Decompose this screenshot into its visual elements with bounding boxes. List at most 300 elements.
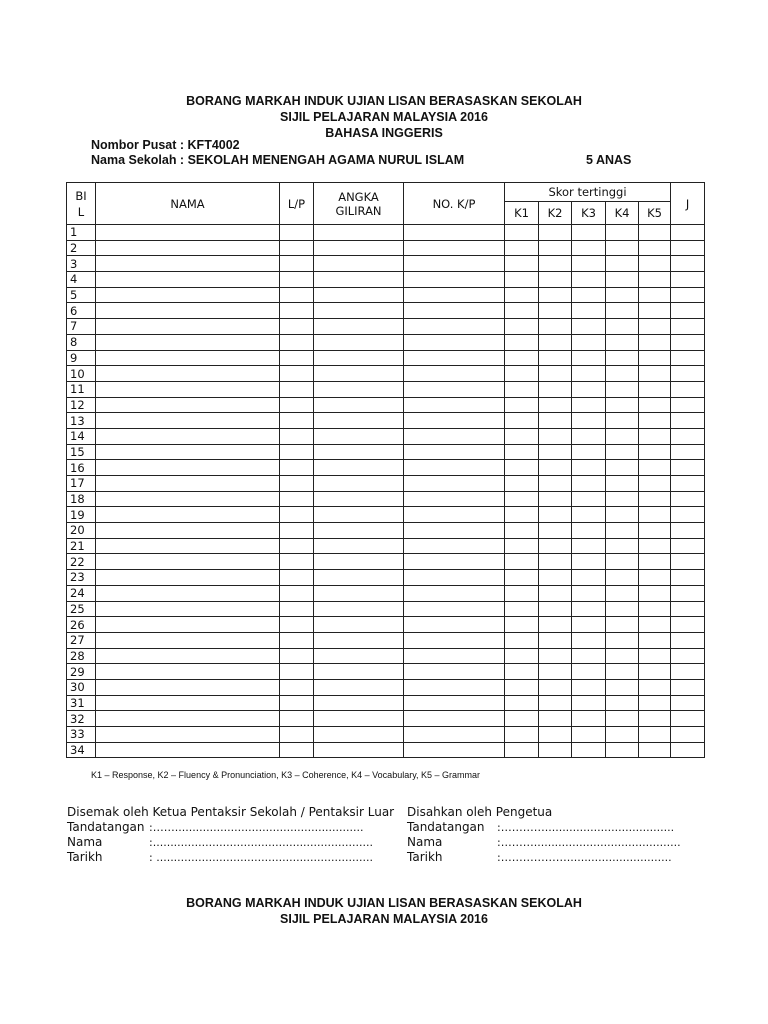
k4-cell[interactable] <box>606 570 639 586</box>
angka-giliran-cell[interactable] <box>314 428 404 444</box>
k2-cell[interactable] <box>539 664 572 680</box>
angka-giliran-cell[interactable] <box>314 334 404 350</box>
k5-cell[interactable] <box>639 664 671 680</box>
k2-cell[interactable] <box>539 570 572 586</box>
angka-giliran-cell[interactable] <box>314 225 404 241</box>
k4-cell[interactable] <box>606 664 639 680</box>
k5-cell[interactable] <box>639 272 671 288</box>
nama-cell[interactable] <box>96 491 280 507</box>
lp-cell[interactable] <box>280 303 314 319</box>
j-cell[interactable] <box>671 554 705 570</box>
nama-cell[interactable] <box>96 742 280 758</box>
nama-cell[interactable] <box>96 507 280 523</box>
nama-cell[interactable] <box>96 225 280 241</box>
k1-cell[interactable] <box>505 413 539 429</box>
k3-cell[interactable] <box>572 428 606 444</box>
nokp-cell[interactable] <box>404 664 505 680</box>
nokp-cell[interactable] <box>404 350 505 366</box>
nokp-cell[interactable] <box>404 507 505 523</box>
nokp-cell[interactable] <box>404 679 505 695</box>
k5-cell[interactable] <box>639 632 671 648</box>
lp-cell[interactable] <box>280 476 314 492</box>
k2-cell[interactable] <box>539 303 572 319</box>
k2-cell[interactable] <box>539 585 572 601</box>
k1-cell[interactable] <box>505 585 539 601</box>
lp-cell[interactable] <box>280 225 314 241</box>
angka-giliran-cell[interactable] <box>314 601 404 617</box>
k4-cell[interactable] <box>606 413 639 429</box>
k5-cell[interactable] <box>639 303 671 319</box>
k2-cell[interactable] <box>539 287 572 303</box>
k1-cell[interactable] <box>505 397 539 413</box>
angka-giliran-cell[interactable] <box>314 538 404 554</box>
k1-cell[interactable] <box>505 287 539 303</box>
pentaksir-tarikh-field[interactable]: : .............................................................. <box>149 851 373 864</box>
angka-giliran-cell[interactable] <box>314 664 404 680</box>
k4-cell[interactable] <box>606 742 639 758</box>
lp-cell[interactable] <box>280 460 314 476</box>
nokp-cell[interactable] <box>404 476 505 492</box>
k1-cell[interactable] <box>505 538 539 554</box>
k2-cell[interactable] <box>539 538 572 554</box>
k1-cell[interactable] <box>505 570 539 586</box>
nokp-cell[interactable] <box>404 428 505 444</box>
k4-cell[interactable] <box>606 460 639 476</box>
k4-cell[interactable] <box>606 507 639 523</box>
nokp-cell[interactable] <box>404 444 505 460</box>
k5-cell[interactable] <box>639 507 671 523</box>
nama-cell[interactable] <box>96 460 280 476</box>
nama-cell[interactable] <box>96 679 280 695</box>
k1-cell[interactable] <box>505 711 539 727</box>
lp-cell[interactable] <box>280 648 314 664</box>
k1-cell[interactable] <box>505 444 539 460</box>
k3-cell[interactable] <box>572 538 606 554</box>
lp-cell[interactable] <box>280 632 314 648</box>
lp-cell[interactable] <box>280 491 314 507</box>
k1-cell[interactable] <box>505 554 539 570</box>
k5-cell[interactable] <box>639 742 671 758</box>
k3-cell[interactable] <box>572 350 606 366</box>
k4-cell[interactable] <box>606 632 639 648</box>
k3-cell[interactable] <box>572 460 606 476</box>
j-cell[interactable] <box>671 397 705 413</box>
nokp-cell[interactable] <box>404 240 505 256</box>
k2-cell[interactable] <box>539 491 572 507</box>
angka-giliran-cell[interactable] <box>314 585 404 601</box>
k1-cell[interactable] <box>505 664 539 680</box>
nokp-cell[interactable] <box>404 648 505 664</box>
nokp-cell[interactable] <box>404 381 505 397</box>
lp-cell[interactable] <box>280 617 314 633</box>
angka-giliran-cell[interactable] <box>314 381 404 397</box>
nama-cell[interactable] <box>96 664 280 680</box>
k5-cell[interactable] <box>639 256 671 272</box>
k5-cell[interactable] <box>639 476 671 492</box>
j-cell[interactable] <box>671 334 705 350</box>
k2-cell[interactable] <box>539 397 572 413</box>
angka-giliran-cell[interactable] <box>314 256 404 272</box>
angka-giliran-cell[interactable] <box>314 491 404 507</box>
k3-cell[interactable] <box>572 366 606 382</box>
lp-cell[interactable] <box>280 381 314 397</box>
k4-cell[interactable] <box>606 350 639 366</box>
nokp-cell[interactable] <box>404 538 505 554</box>
nama-cell[interactable] <box>96 617 280 633</box>
k5-cell[interactable] <box>639 491 671 507</box>
k5-cell[interactable] <box>639 727 671 743</box>
k5-cell[interactable] <box>639 695 671 711</box>
k3-cell[interactable] <box>572 727 606 743</box>
j-cell[interactable] <box>671 476 705 492</box>
lp-cell[interactable] <box>280 585 314 601</box>
nokp-cell[interactable] <box>404 319 505 335</box>
k1-cell[interactable] <box>505 491 539 507</box>
angka-giliran-cell[interactable] <box>314 287 404 303</box>
nokp-cell[interactable] <box>404 334 505 350</box>
j-cell[interactable] <box>671 585 705 601</box>
k3-cell[interactable] <box>572 664 606 680</box>
lp-cell[interactable] <box>280 742 314 758</box>
k3-cell[interactable] <box>572 491 606 507</box>
k2-cell[interactable] <box>539 648 572 664</box>
k3-cell[interactable] <box>572 397 606 413</box>
nama-cell[interactable] <box>96 366 280 382</box>
k1-cell[interactable] <box>505 679 539 695</box>
k2-cell[interactable] <box>539 319 572 335</box>
k5-cell[interactable] <box>639 397 671 413</box>
lp-cell[interactable] <box>280 679 314 695</box>
lp-cell[interactable] <box>280 240 314 256</box>
k4-cell[interactable] <box>606 601 639 617</box>
k4-cell[interactable] <box>606 554 639 570</box>
k4-cell[interactable] <box>606 428 639 444</box>
nama-cell[interactable] <box>96 476 280 492</box>
k4-cell[interactable] <box>606 381 639 397</box>
lp-cell[interactable] <box>280 319 314 335</box>
k1-cell[interactable] <box>505 256 539 272</box>
k4-cell[interactable] <box>606 648 639 664</box>
angka-giliran-cell[interactable] <box>314 460 404 476</box>
k4-cell[interactable] <box>606 444 639 460</box>
k4-cell[interactable] <box>606 695 639 711</box>
k5-cell[interactable] <box>639 648 671 664</box>
lp-cell[interactable] <box>280 287 314 303</box>
k5-cell[interactable] <box>639 381 671 397</box>
nama-cell[interactable] <box>96 240 280 256</box>
k5-cell[interactable] <box>639 601 671 617</box>
lp-cell[interactable] <box>280 727 314 743</box>
nama-cell[interactable] <box>96 272 280 288</box>
k1-cell[interactable] <box>505 507 539 523</box>
k4-cell[interactable] <box>606 287 639 303</box>
k3-cell[interactable] <box>572 272 606 288</box>
nama-cell[interactable] <box>96 711 280 727</box>
pengetua-tarikh-field[interactable]: :……………….............................. <box>497 851 672 864</box>
k2-cell[interactable] <box>539 413 572 429</box>
j-cell[interactable] <box>671 460 705 476</box>
angka-giliran-cell[interactable] <box>314 523 404 539</box>
j-cell[interactable] <box>671 632 705 648</box>
nama-cell[interactable] <box>96 523 280 539</box>
k4-cell[interactable] <box>606 679 639 695</box>
k3-cell[interactable] <box>572 413 606 429</box>
k2-cell[interactable] <box>539 742 572 758</box>
k5-cell[interactable] <box>639 585 671 601</box>
k5-cell[interactable] <box>639 538 671 554</box>
k2-cell[interactable] <box>539 428 572 444</box>
k5-cell[interactable] <box>639 350 671 366</box>
k5-cell[interactable] <box>639 366 671 382</box>
lp-cell[interactable] <box>280 711 314 727</box>
nokp-cell[interactable] <box>404 256 505 272</box>
k1-cell[interactable] <box>505 272 539 288</box>
pentaksir-tandatangan-field[interactable]: :……...................................................... <box>149 821 364 834</box>
k5-cell[interactable] <box>639 240 671 256</box>
j-cell[interactable] <box>671 350 705 366</box>
nokp-cell[interactable] <box>404 413 505 429</box>
k2-cell[interactable] <box>539 476 572 492</box>
angka-giliran-cell[interactable] <box>314 366 404 382</box>
nama-cell[interactable] <box>96 727 280 743</box>
k3-cell[interactable] <box>572 444 606 460</box>
k5-cell[interactable] <box>639 319 671 335</box>
k2-cell[interactable] <box>539 601 572 617</box>
k3-cell[interactable] <box>572 570 606 586</box>
k2-cell[interactable] <box>539 240 572 256</box>
j-cell[interactable] <box>671 601 705 617</box>
k1-cell[interactable] <box>505 240 539 256</box>
nama-cell[interactable] <box>96 256 280 272</box>
k4-cell[interactable] <box>606 272 639 288</box>
k3-cell[interactable] <box>572 617 606 633</box>
nama-cell[interactable] <box>96 570 280 586</box>
k3-cell[interactable] <box>572 711 606 727</box>
j-cell[interactable] <box>671 742 705 758</box>
k3-cell[interactable] <box>572 585 606 601</box>
lp-cell[interactable] <box>280 350 314 366</box>
nokp-cell[interactable] <box>404 632 505 648</box>
nokp-cell[interactable] <box>404 570 505 586</box>
k1-cell[interactable] <box>505 428 539 444</box>
nokp-cell[interactable] <box>404 585 505 601</box>
lp-cell[interactable] <box>280 664 314 680</box>
k1-cell[interactable] <box>505 319 539 335</box>
k1-cell[interactable] <box>505 476 539 492</box>
k1-cell[interactable] <box>505 523 539 539</box>
k2-cell[interactable] <box>539 444 572 460</box>
j-cell[interactable] <box>671 523 705 539</box>
lp-cell[interactable] <box>280 444 314 460</box>
lp-cell[interactable] <box>280 695 314 711</box>
k3-cell[interactable] <box>572 679 606 695</box>
j-cell[interactable] <box>671 444 705 460</box>
lp-cell[interactable] <box>280 397 314 413</box>
k4-cell[interactable] <box>606 397 639 413</box>
k1-cell[interactable] <box>505 695 539 711</box>
nama-cell[interactable] <box>96 413 280 429</box>
k4-cell[interactable] <box>606 617 639 633</box>
lp-cell[interactable] <box>280 413 314 429</box>
k3-cell[interactable] <box>572 476 606 492</box>
angka-giliran-cell[interactable] <box>314 397 404 413</box>
j-cell[interactable] <box>671 256 705 272</box>
k1-cell[interactable] <box>505 460 539 476</box>
nama-cell[interactable] <box>96 632 280 648</box>
nokp-cell[interactable] <box>404 366 505 382</box>
angka-giliran-cell[interactable] <box>314 240 404 256</box>
k3-cell[interactable] <box>572 523 606 539</box>
angka-giliran-cell[interactable] <box>314 648 404 664</box>
k4-cell[interactable] <box>606 256 639 272</box>
k2-cell[interactable] <box>539 617 572 633</box>
nama-cell[interactable] <box>96 287 280 303</box>
nama-cell[interactable] <box>96 648 280 664</box>
j-cell[interactable] <box>671 225 705 241</box>
angka-giliran-cell[interactable] <box>314 711 404 727</box>
angka-giliran-cell[interactable] <box>314 617 404 633</box>
k1-cell[interactable] <box>505 381 539 397</box>
nama-cell[interactable] <box>96 350 280 366</box>
k3-cell[interactable] <box>572 601 606 617</box>
nama-cell[interactable] <box>96 538 280 554</box>
k2-cell[interactable] <box>539 366 572 382</box>
angka-giliran-cell[interactable] <box>314 679 404 695</box>
lp-cell[interactable] <box>280 507 314 523</box>
k1-cell[interactable] <box>505 225 539 241</box>
k4-cell[interactable] <box>606 476 639 492</box>
k2-cell[interactable] <box>539 460 572 476</box>
k3-cell[interactable] <box>572 225 606 241</box>
k2-cell[interactable] <box>539 256 572 272</box>
k2-cell[interactable] <box>539 350 572 366</box>
lp-cell[interactable] <box>280 523 314 539</box>
k2-cell[interactable] <box>539 334 572 350</box>
k2-cell[interactable] <box>539 381 572 397</box>
nokp-cell[interactable] <box>404 397 505 413</box>
j-cell[interactable] <box>671 648 705 664</box>
j-cell[interactable] <box>671 381 705 397</box>
k1-cell[interactable] <box>505 350 539 366</box>
k4-cell[interactable] <box>606 585 639 601</box>
j-cell[interactable] <box>671 428 705 444</box>
nokp-cell[interactable] <box>404 617 505 633</box>
nokp-cell[interactable] <box>404 695 505 711</box>
k5-cell[interactable] <box>639 444 671 460</box>
j-cell[interactable] <box>671 664 705 680</box>
k3-cell[interactable] <box>572 632 606 648</box>
j-cell[interactable] <box>671 570 705 586</box>
k4-cell[interactable] <box>606 366 639 382</box>
j-cell[interactable] <box>671 319 705 335</box>
angka-giliran-cell[interactable] <box>314 444 404 460</box>
pentaksir-nama-field[interactable]: :............................................................... <box>149 836 373 849</box>
j-cell[interactable] <box>671 287 705 303</box>
k4-cell[interactable] <box>606 240 639 256</box>
k1-cell[interactable] <box>505 742 539 758</box>
k5-cell[interactable] <box>639 570 671 586</box>
k1-cell[interactable] <box>505 648 539 664</box>
j-cell[interactable] <box>671 240 705 256</box>
k2-cell[interactable] <box>539 679 572 695</box>
j-cell[interactable] <box>671 303 705 319</box>
k2-cell[interactable] <box>539 272 572 288</box>
nama-cell[interactable] <box>96 334 280 350</box>
k1-cell[interactable] <box>505 617 539 633</box>
j-cell[interactable] <box>671 727 705 743</box>
k2-cell[interactable] <box>539 507 572 523</box>
k3-cell[interactable] <box>572 695 606 711</box>
nama-cell[interactable] <box>96 319 280 335</box>
nokp-cell[interactable] <box>404 303 505 319</box>
k5-cell[interactable] <box>639 523 671 539</box>
angka-giliran-cell[interactable] <box>314 476 404 492</box>
angka-giliran-cell[interactable] <box>314 632 404 648</box>
angka-giliran-cell[interactable] <box>314 570 404 586</box>
j-cell[interactable] <box>671 491 705 507</box>
k4-cell[interactable] <box>606 491 639 507</box>
k5-cell[interactable] <box>639 617 671 633</box>
k3-cell[interactable] <box>572 319 606 335</box>
nokp-cell[interactable] <box>404 272 505 288</box>
j-cell[interactable] <box>671 272 705 288</box>
lp-cell[interactable] <box>280 538 314 554</box>
nokp-cell[interactable] <box>404 554 505 570</box>
k5-cell[interactable] <box>639 460 671 476</box>
j-cell[interactable] <box>671 711 705 727</box>
nokp-cell[interactable] <box>404 287 505 303</box>
k3-cell[interactable] <box>572 648 606 664</box>
k1-cell[interactable] <box>505 727 539 743</box>
nokp-cell[interactable] <box>404 491 505 507</box>
nokp-cell[interactable] <box>404 460 505 476</box>
k1-cell[interactable] <box>505 303 539 319</box>
lp-cell[interactable] <box>280 256 314 272</box>
nama-cell[interactable] <box>96 428 280 444</box>
k1-cell[interactable] <box>505 632 539 648</box>
nokp-cell[interactable] <box>404 225 505 241</box>
j-cell[interactable] <box>671 507 705 523</box>
k2-cell[interactable] <box>539 225 572 241</box>
lp-cell[interactable] <box>280 554 314 570</box>
k1-cell[interactable] <box>505 334 539 350</box>
angka-giliran-cell[interactable] <box>314 319 404 335</box>
k1-cell[interactable] <box>505 601 539 617</box>
k2-cell[interactable] <box>539 632 572 648</box>
angka-giliran-cell[interactable] <box>314 272 404 288</box>
k3-cell[interactable] <box>572 507 606 523</box>
k3-cell[interactable] <box>572 554 606 570</box>
k4-cell[interactable] <box>606 711 639 727</box>
j-cell[interactable] <box>671 617 705 633</box>
k4-cell[interactable] <box>606 727 639 743</box>
k3-cell[interactable] <box>572 381 606 397</box>
lp-cell[interactable] <box>280 570 314 586</box>
angka-giliran-cell[interactable] <box>314 742 404 758</box>
j-cell[interactable] <box>671 413 705 429</box>
nama-cell[interactable] <box>96 381 280 397</box>
k1-cell[interactable] <box>505 366 539 382</box>
angka-giliran-cell[interactable] <box>314 303 404 319</box>
lp-cell[interactable] <box>280 601 314 617</box>
pengetua-tandatangan-field[interactable]: :…………..................................... <box>497 821 675 834</box>
angka-giliran-cell[interactable] <box>314 695 404 711</box>
k3-cell[interactable] <box>572 303 606 319</box>
nama-cell[interactable] <box>96 444 280 460</box>
pengetua-nama-field[interactable]: :……….......................................... <box>497 836 681 849</box>
k2-cell[interactable] <box>539 695 572 711</box>
lp-cell[interactable] <box>280 366 314 382</box>
